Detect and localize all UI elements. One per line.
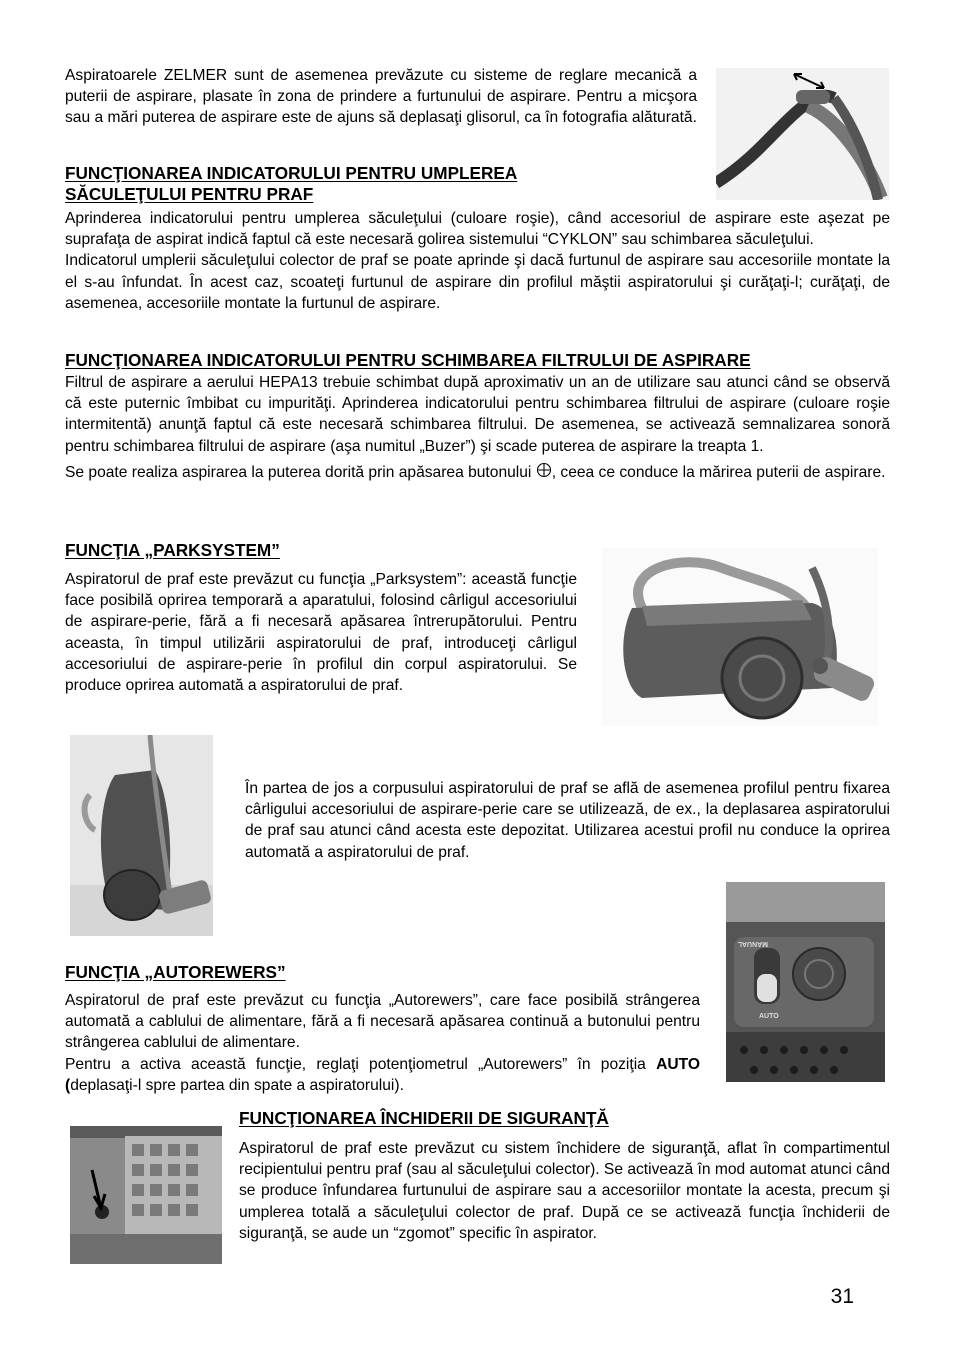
power-plus-icon bbox=[536, 462, 552, 484]
section-auto-p2-start: Pentru a activa această funcţie, reglaţi potenţiometrul „Autorewers” în poziţia bbox=[65, 1055, 657, 1073]
section-filter-p2-end: , ceea ce conduce la mărirea puterii de aspirare. bbox=[551, 463, 886, 481]
section-filter-paragraph-1: Filtrul de aspirare a aerului HEPA13 trebuie schimbat după aproximativ un an de utilizare sau atunci când se observă că este puternic îmbibat cu impurităţi. Aprinderea indicatorului pentru schimbarea filtrului de aspirare (culoare roşie intermitentă) anunţă faptul că este necesară schimbarea filtrului. De asemenea, se activează semnalizarea sonoră pentru schimbarea filtrului de aspirare (aşa numitul „Buzer”) şi scade puterea de aspirare la treapta 1. bbox=[65, 374, 890, 455]
section-filter-title: FUNCŢIONAREA INDICATORULUI PENTRU SCHIMBAREA FILTRULUI DE ASPIRARE bbox=[65, 350, 751, 370]
section-filter-body bbox=[65, 372, 890, 484]
section-safety-paragraph-1: Aspiratorul de praf este prevăzut cu sistem închidere de siguranţă, aflat în compartimentul recipientului pentru praf (sau al săculeţului colector). Se activează în mod automat atunci când se produce înfundarea furtunului de aspirare sau a accesoriilor montate la acesta, precum şi umplerea totală a săculeţului colector de praf. După ce se activează funcţia închiderii de siguranţă, se aude un “zgomot” specific în aspirator. bbox=[239, 1140, 890, 1242]
photo-label-manual: MANUAL bbox=[737, 940, 768, 947]
section-auto-p2-end: deplasaţi-l spre partea din spate a aspiratorului). bbox=[70, 1076, 404, 1094]
safety-closing-photo bbox=[70, 1126, 222, 1264]
photo-label-auto: AUTO bbox=[759, 1013, 779, 1020]
section-auto-paragraph-1: Aspiratorul de praf este prevăzut cu funcţia „Autorewers”, care face posibilă strângerea automată a cablului de alimentare, fără a fi necesară apăsarea continuă a butonului pentru strângerea cablului de alimentare. bbox=[65, 992, 700, 1052]
section-auto-body bbox=[65, 990, 700, 1096]
section-park-title: FUNCŢIA „PARKSYSTEM” bbox=[65, 540, 280, 560]
section-park-body-1 bbox=[65, 569, 577, 696]
vacuum-parked-photo bbox=[602, 548, 878, 726]
vacuum-upright-photo bbox=[70, 735, 213, 936]
section-filter-p2-start: Se poate realiza aspirarea la puterea dorită prin apăsarea butonului bbox=[65, 463, 536, 481]
section-auto-title: FUNCŢIA „AUTOREWERS” bbox=[65, 962, 286, 982]
section-safety-body bbox=[239, 1138, 890, 1244]
section-bag-paragraph-2: Indicatorul umplerii săculeţului colector de praf se poate aprinde şi dacă furtunul de aspirare sau accesoriile montate la el s-au înfundat. În acest caz, scoateţi furtunul de aspirare din profilul măştii aspiratorului şi curăţaţi-l; curăţaţi, de asemenea, accesoriile montate la furtunul de aspirare. bbox=[65, 252, 890, 312]
autorewers-switch-photo bbox=[726, 882, 885, 1082]
section-bag-body bbox=[65, 208, 890, 314]
section-auto-paragraph-2 bbox=[65, 1054, 700, 1096]
section-bag-title-line2: SĂCULEŢULUI PENTRU PRAF bbox=[65, 183, 314, 204]
section-filter-paragraph-2 bbox=[65, 462, 890, 484]
intro-text: Aspiratoarele ZELMER sunt de asemenea prevăzute cu sisteme de reglare mecanică a puterii de aspirare, plasate în zona de prindere a furtunului de aspirare. Pentru a micşora sau a mări puterea de aspirare este de ajuns să deplasaţi glisorul, ca în fotografia alăturată. bbox=[65, 67, 697, 127]
hose-handle-photo bbox=[716, 68, 889, 200]
section-park-body-2 bbox=[245, 778, 890, 863]
section-park-paragraph-1: Aspiratorul de praf este prevăzut cu funcţia „Parksystem”: această funcţie face posibilă oprirea temporară a aparatului, folosind cârligul accesoriului de aspirare-perie, fără a fi necesară apăsarea întrerupătorului. Pentru aceasta, în timpul utilizării aspiratorului de praf, introduceţi cârligul accesoriului de aspirare-perie în profilul din corpul aspiratorului. Se produce oprirea automată a aspiratorului de praf. bbox=[65, 571, 577, 695]
section-bag-paragraph-1: Aprinderea indicatorului pentru umplerea săculeţului (culoare roşie), când accesoriul de aspirare este aşezat pe suprafaţa de aspirat indică faptul că este necesară golirea sistemului “CYKLON” sau schimbarea săculeţului. bbox=[65, 210, 890, 249]
section-bag-title bbox=[65, 163, 517, 204]
section-auto-p2-bold: AUTO ( bbox=[65, 1055, 700, 1094]
section-bag-title-line1: FUNCŢIONAREA INDICATORULUI PENTRU UMPLEREA bbox=[65, 163, 518, 183]
page-number: 31 bbox=[830, 1285, 854, 1308]
section-park-paragraph-2: În partea de jos a corpusului aspiratorului de praf se află de asemenea profilul pentru fixarea cârligului accesoriului de aspirare-perie care se utilizează, de ex., la deplasarea aspiratorului de praf sau atunci când acesta este depozitat. Utilizarea acestui profil nu conduce la oprirea automată a aspiratorului de praf. bbox=[245, 780, 890, 861]
intro-paragraph bbox=[65, 65, 697, 129]
section-safety-title: FUNCŢIONAREA ÎNCHIDERII DE SIGURANŢĂ bbox=[239, 1108, 609, 1128]
